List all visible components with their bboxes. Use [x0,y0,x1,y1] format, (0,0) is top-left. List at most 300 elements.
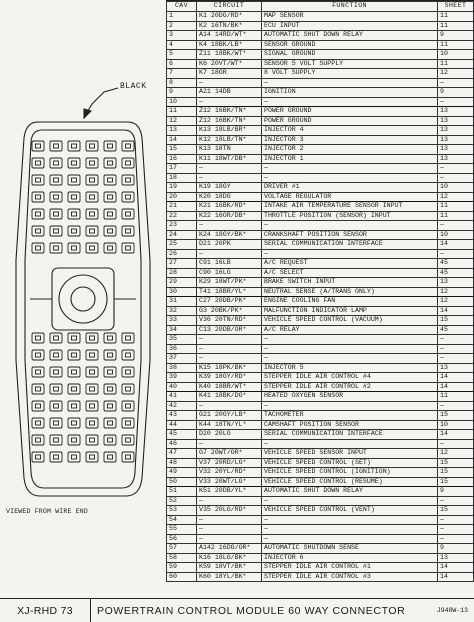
cavity-pin-hole [54,246,59,250]
cav-cell: 47 [167,449,197,459]
cavity-slot [32,192,44,202]
table-row [167,259,474,269]
function-cell: — [262,221,438,231]
sheet-cell: 15 [438,468,474,478]
cav-cell: 9 [167,88,197,98]
circuit-cell: — [197,439,262,449]
function-cell: — [262,496,438,506]
cavity-slot [32,226,44,236]
table-row [167,97,474,107]
table-row [167,458,474,468]
sheet-cell: 14 [438,373,474,383]
cavity-pin-hole [90,212,95,216]
function-cell: VEHICLE SPEED CONTROL (SET) [262,458,438,468]
function-cell: 8 VOLT SUPPLY [262,69,438,79]
table-row [167,40,474,50]
cavity-pin-hole [126,370,131,374]
table-row [167,420,474,430]
circuit-cell: K11 18WT/DB* [197,154,262,164]
cavity-slot [104,192,116,202]
table-row [167,563,474,573]
function-cell: A/C REQUEST [262,259,438,269]
cavity-slot [68,350,80,360]
table-row [167,468,474,478]
cav-cell: 21 [167,202,197,212]
table-row [167,487,474,497]
cavity-pin-hole [36,421,41,425]
cavity-slot [68,226,80,236]
cavity-slot [68,452,80,462]
circuit-cell: K44 18TN/YL* [197,420,262,430]
table-row [167,192,474,202]
sheet-cell: 14 [438,240,474,250]
circuit-cell: Z12 16BK/TN* [197,107,262,117]
cavity-slot [32,367,44,377]
cavity-pin-hole [36,455,41,459]
table-row [167,116,474,126]
cav-cell: 57 [167,544,197,554]
sheet-cell: 14 [438,563,474,573]
cavity-slot [86,141,98,151]
cavity-pin-hole [36,370,41,374]
sheet-cell: 15 [438,411,474,421]
center-key-housing [52,268,114,330]
function-cell: — [262,335,438,345]
cavity-pin-hole [108,178,113,182]
function-cell: A/C RELAY [262,325,438,335]
circuit-cell: G7 20WT/OR* [197,449,262,459]
sheet-cell: 12 [438,192,474,202]
cavity-slot [104,384,116,394]
cavity-slot [50,384,62,394]
table-row [167,430,474,440]
sheet-cell: 11 [438,211,474,221]
function-cell: — [262,344,438,354]
sheet-cell: 11 [438,12,474,22]
sheet-cell: — [438,525,474,535]
cavity-pin-hole [108,161,113,165]
sheet-cell: 13 [438,145,474,155]
sheet-cell: — [438,534,474,544]
cavity-slot [68,384,80,394]
cavity-slot [68,192,80,202]
sheet-cell: 13 [438,363,474,373]
cavity-pin-hole [90,455,95,459]
cavity-pin-hole [126,387,131,391]
cavity-pin-hole [90,161,95,165]
cavity-pin-hole [72,212,77,216]
cavity-slot [50,243,62,253]
center-key-outer [59,275,107,323]
cavity-slot [32,435,44,445]
table-row [167,59,474,69]
cavity-pin-hole [72,455,77,459]
cavity-pin-hole [108,455,113,459]
cavity-pin-hole [72,387,77,391]
cav-cell: 53 [167,506,197,516]
sheet-cell: — [438,78,474,88]
cavity-pin-hole [126,336,131,340]
sheet-cell: — [438,221,474,231]
cav-cell: 29 [167,278,197,288]
sheet-cell: 45 [438,259,474,269]
cav-cell: 37 [167,354,197,364]
pin-table-body [167,12,474,582]
cav-cell: 48 [167,458,197,468]
cavity-pin-hole [54,438,59,442]
function-cell: SERIAL COMMUNICATION INTERFACE [262,430,438,440]
function-cell: BRAKE SWITCH INPUT [262,278,438,288]
sheet-cell: 11 [438,21,474,31]
sheet-cell: 11 [438,202,474,212]
cav-cell: 51 [167,487,197,497]
cav-cell: 46 [167,439,197,449]
cavity-slot [86,384,98,394]
cavity-slot [122,141,134,151]
table-row [167,544,474,554]
cavity-slot [122,435,134,445]
table-row [167,221,474,231]
table-row [167,401,474,411]
circuit-cell: C91 16LB [197,259,262,269]
cavity-pin-hole [72,195,77,199]
sheet-cell: 13 [438,116,474,126]
pin-table [166,1,474,582]
cav-cell: 52 [167,496,197,506]
cavity-pin-hole [126,455,131,459]
circuit-cell: K7 18OR [197,69,262,79]
cavity-pin-hole [54,195,59,199]
circuit-cell: C13 20DB/OR* [197,325,262,335]
cavity-pin-hole [72,336,77,340]
sheet-cell: 9 [438,487,474,497]
sheet-cell: 9 [438,88,474,98]
cavity-slot [104,367,116,377]
table-row [167,202,474,212]
cavity-slot [86,192,98,202]
cav-cell: 36 [167,344,197,354]
cavity-slot [32,384,44,394]
cavity-pin-hole [72,229,77,233]
function-cell: — [262,173,438,183]
function-cell: ENGINE COOLING FAN [262,297,438,307]
circuit-cell: A21 14DB [197,88,262,98]
circuit-cell: G3 20BK/PK* [197,306,262,316]
table-row [167,335,474,345]
cavity-pin-hole [108,144,113,148]
cavity-slot [104,209,116,219]
cavity-pin-hole [126,178,131,182]
sheet-cell: — [438,249,474,259]
cavity-pin-hole [72,404,77,408]
cav-cell: 28 [167,268,197,278]
black-leader-line [86,88,118,114]
sheet-cell: 9 [438,31,474,41]
circuit-cell: K41 18BK/DG* [197,392,262,402]
cavity-slot [50,418,62,428]
sheet-cell: 13 [438,107,474,117]
cavity-slot [50,175,62,185]
cavity-slot [86,367,98,377]
sheet-cell: 9 [438,544,474,554]
cavity-slot [50,367,62,377]
sheet-cell: 14 [438,430,474,440]
sheet-cell: 12 [438,297,474,307]
circuit-cell: K16 18LG/BK* [197,553,262,563]
cavity-pin-hole [54,161,59,165]
table-row [167,278,474,288]
sheet-cell: 13 [438,126,474,136]
cavity-pin-hole [90,438,95,442]
circuit-cell: K1 20DG/RD* [197,12,262,22]
cavity-pin-hole [72,161,77,165]
cavity-slot [68,401,80,411]
function-cell: STEPPER IDLE AIR CONTROL #4 [262,373,438,383]
table-row [167,173,474,183]
circuit-cell: A142 16DG/OR* [197,544,262,554]
function-cell: VEHICLE SPEED SENSOR INPUT [262,449,438,459]
table-row [167,515,474,525]
function-cell: INJECTOR 1 [262,154,438,164]
cavity-slot [122,226,134,236]
cavity-slot [122,175,134,185]
function-cell: VEHICLE SPEED CONTROL (RESUME) [262,477,438,487]
cav-cell: 11 [167,107,197,117]
cavity-pin-hole [90,336,95,340]
cav-cell: 13 [167,126,197,136]
cav-cell: 23 [167,221,197,231]
cavity-slot [68,418,80,428]
function-cell: A/C SELECT [262,268,438,278]
function-cell: THROTTLE POSITION (SENSOR) INPUT [262,211,438,221]
cavity-pin-hole [36,229,41,233]
function-cell: INJECTOR 4 [262,126,438,136]
circuit-cell: A14 14RD/WT* [197,31,262,41]
function-cell: — [262,78,438,88]
cavity-slot [32,401,44,411]
function-cell: CAMSHAFT POSITION SENSOR [262,420,438,430]
circuit-cell: K15 18PK/BK* [197,363,262,373]
cav-cell: 40 [167,382,197,392]
table-row [167,354,474,364]
function-cell: INJECTOR 5 [262,363,438,373]
cavity-pin-hole [90,178,95,182]
function-cell: POWER GROUND [262,107,438,117]
cavity-pin-hole [90,246,95,250]
function-cell: AUTOMATIC SHUT DOWN RELAY [262,31,438,41]
cav-cell: 60 [167,572,197,582]
sheet-cell: 13 [438,154,474,164]
footer-title: POWERTRAIN CONTROL MODULE 60 WAY CONNECTOR [97,604,406,617]
circuit-cell: D20 20LG [197,430,262,440]
table-row [167,572,474,582]
cav-cell: 10 [167,97,197,107]
cavity-slot [68,367,80,377]
function-cell: STEPPER IDLE AIR CONTROL #2 [262,382,438,392]
cavity-pin-hole [126,161,131,165]
cavity-slot [50,192,62,202]
circuit-cell: — [197,401,262,411]
viewed-from-wire-end-label: VIEWED FROM WIRE END [6,508,89,515]
cavity-pin-hole [90,387,95,391]
cavity-slot [104,141,116,151]
cav-cell: 35 [167,335,197,345]
cavity-pin-hole [90,195,95,199]
cav-cell: 14 [167,135,197,145]
header-circuit: CIRCUIT [197,2,262,12]
circuit-cell: — [197,249,262,259]
cav-cell: 56 [167,534,197,544]
cav-cell: 15 [167,145,197,155]
cav-cell: 17 [167,164,197,174]
sheet-cell: 15 [438,316,474,326]
cav-cell: 25 [167,240,197,250]
cavity-pin-hole [90,404,95,408]
table-row [167,534,474,544]
table-row [167,154,474,164]
sheet-cell: 10 [438,50,474,60]
cav-cell: 18 [167,173,197,183]
cav-cell: 45 [167,430,197,440]
function-cell: DRIVER #1 [262,183,438,193]
cavity-slot [86,175,98,185]
sheet-cell: — [438,335,474,345]
cavity-pin-hole [54,370,59,374]
cav-cell: 31 [167,297,197,307]
circuit-cell: K2 16TN/BK* [197,21,262,31]
cav-cell: 55 [167,525,197,535]
sheet-cell: 11 [438,40,474,50]
circuit-cell: V35 20LG/RD* [197,506,262,516]
table-row [167,496,474,506]
cavity-slot [68,243,80,253]
function-cell: — [262,249,438,259]
cavity-pin-hole [36,246,41,250]
cav-cell: 58 [167,553,197,563]
function-cell: ECU INPUT [262,21,438,31]
table-row [167,145,474,155]
center-key-inner [71,287,95,311]
circuit-cell: — [197,515,262,525]
cavity-pin-hole [54,404,59,408]
connector-inner-shell [25,130,141,488]
table-row [167,392,474,402]
header-cav: CAV [167,2,197,12]
cavity-pin-hole [126,438,131,442]
table-row [167,78,474,88]
circuit-cell: K21 16BK/RD* [197,202,262,212]
cavity-pin-hole [90,144,95,148]
cavity-pin-hole [36,336,41,340]
circuit-cell: Z11 18BK/WT* [197,50,262,60]
circuit-cell: K20 18DG [197,192,262,202]
cavity-slot [32,141,44,151]
cavity-pin-hole [126,195,131,199]
cavity-slot [122,401,134,411]
cavity-slot [50,435,62,445]
sheet-cell: 45 [438,325,474,335]
sheet-cell: 12 [438,69,474,79]
cavity-pin-hole [90,421,95,425]
sheet-cell: 13 [438,278,474,288]
cavity-pin-hole [108,387,113,391]
cavity-slot [50,141,62,151]
cavity-slot [86,333,98,343]
cavity-slot [122,158,134,168]
cavity-slot [122,333,134,343]
cavity-pin-hole [90,370,95,374]
cavity-pin-hole [72,178,77,182]
cavity-pin-hole [126,404,131,408]
cavity-pin-hole [54,144,59,148]
cavity-pin-hole [126,229,131,233]
circuit-cell: K39 18GY/RD* [197,373,262,383]
cavity-pin-hole [108,246,113,250]
cavity-slot [104,333,116,343]
table-row [167,477,474,487]
header-function: FUNCTION [262,2,438,12]
cavity-slot [32,175,44,185]
circuit-cell: K12 18LB/TN* [197,135,262,145]
function-cell: NEUTRAL SENSE (A/TRANS ONLY) [262,287,438,297]
cavity-pin-hole [126,212,131,216]
circuit-cell: — [197,164,262,174]
sheet-cell: — [438,401,474,411]
table-row [167,373,474,383]
cav-cell: 2 [167,21,197,31]
cav-cell: 33 [167,316,197,326]
cavity-pin-hole [36,212,41,216]
cavity-slot [122,209,134,219]
cavity-pin-hole [72,421,77,425]
cavity-grid [32,141,134,462]
function-cell: VEHICLE SPEED CONTROL (VACUUM) [262,316,438,326]
cavity-pin-hole [108,438,113,442]
cavity-pin-hole [108,229,113,233]
table-row [167,126,474,136]
sheet-cell: 14 [438,382,474,392]
function-cell: VEHICLE SPEED CONTROL (IGNITION) [262,468,438,478]
sheet-cell: 15 [438,506,474,516]
sheet-cell: — [438,97,474,107]
cavity-pin-hole [72,246,77,250]
table-row [167,449,474,459]
circuit-cell: G21 20GY/LB* [197,411,262,421]
cavity-pin-hole [72,438,77,442]
sheet-cell: — [438,164,474,174]
cav-cell: 7 [167,69,197,79]
circuit-cell: K51 20DB/YL* [197,487,262,497]
cavity-slot [104,418,116,428]
cavity-pin-hole [72,370,77,374]
cavity-pin-hole [126,353,131,357]
cav-cell: 12 [167,116,197,126]
function-cell: POWER GROUND [262,116,438,126]
function-cell: — [262,164,438,174]
cavity-slot [32,452,44,462]
function-cell: INJECTOR 2 [262,145,438,155]
sheet-cell: 15 [438,477,474,487]
circuit-cell: V36 20TN/RD* [197,316,262,326]
table-row [167,240,474,250]
table-row [167,88,474,98]
cavity-pin-hole [126,246,131,250]
cavity-pin-hole [54,178,59,182]
cavity-pin-hole [36,404,41,408]
cavity-slot [86,209,98,219]
function-cell: CRANKSHAFT POSITION SENSOR [262,230,438,240]
cavity-pin-hole [90,229,95,233]
